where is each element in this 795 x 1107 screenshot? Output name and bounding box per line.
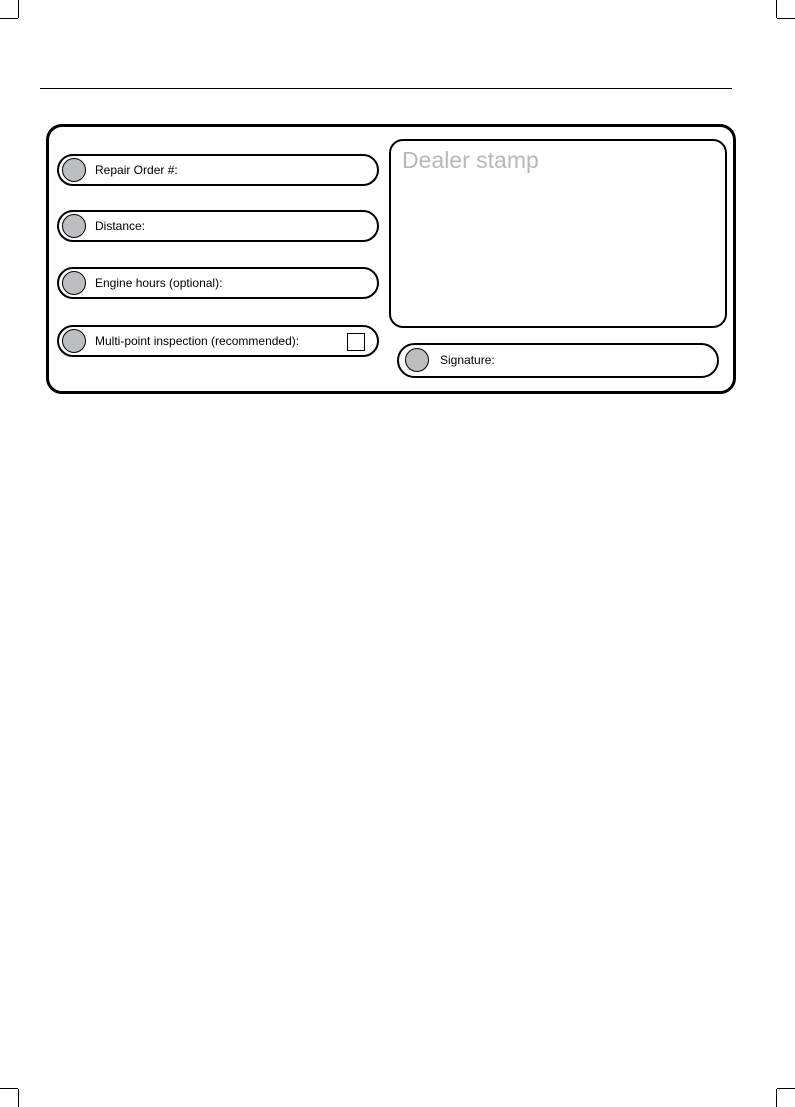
crop-mark-bottom-left-v — [18, 1089, 19, 1107]
field-marker-icon — [62, 158, 86, 182]
field-marker-icon — [62, 271, 86, 295]
inspection-checkbox[interactable] — [347, 333, 365, 351]
crop-mark-bottom-right-v — [776, 1089, 777, 1107]
distance-label: Distance: — [95, 219, 146, 233]
multi-point-inspection-label: Multi-point inspection (recommended): — [95, 334, 300, 348]
field-marker-icon — [62, 329, 86, 353]
engine-hours-label: Engine hours (optional): — [95, 276, 223, 290]
crop-mark-bottom-left-h — [0, 1088, 18, 1089]
crop-mark-top-left-h — [0, 18, 18, 19]
distance-field[interactable] — [57, 210, 379, 242]
field-marker-icon — [62, 214, 86, 238]
crop-mark-top-right-v — [776, 0, 777, 18]
dealer-stamp-box — [389, 139, 727, 328]
engine-hours-field[interactable] — [57, 267, 379, 299]
crop-mark-top-left-v — [18, 0, 19, 18]
signature-field[interactable] — [397, 343, 719, 378]
repair-order-label: Repair Order #: — [95, 163, 178, 177]
header-rule — [40, 88, 732, 89]
crop-mark-bottom-right-h — [777, 1088, 795, 1089]
dealer-stamp-title: Dealer stamp — [402, 147, 539, 173]
field-marker-icon — [405, 348, 429, 372]
multi-point-inspection-field — [57, 325, 379, 357]
repair-order-field[interactable] — [57, 154, 379, 186]
signature-label: Signature: — [440, 353, 495, 367]
crop-mark-top-right-h — [777, 18, 795, 19]
